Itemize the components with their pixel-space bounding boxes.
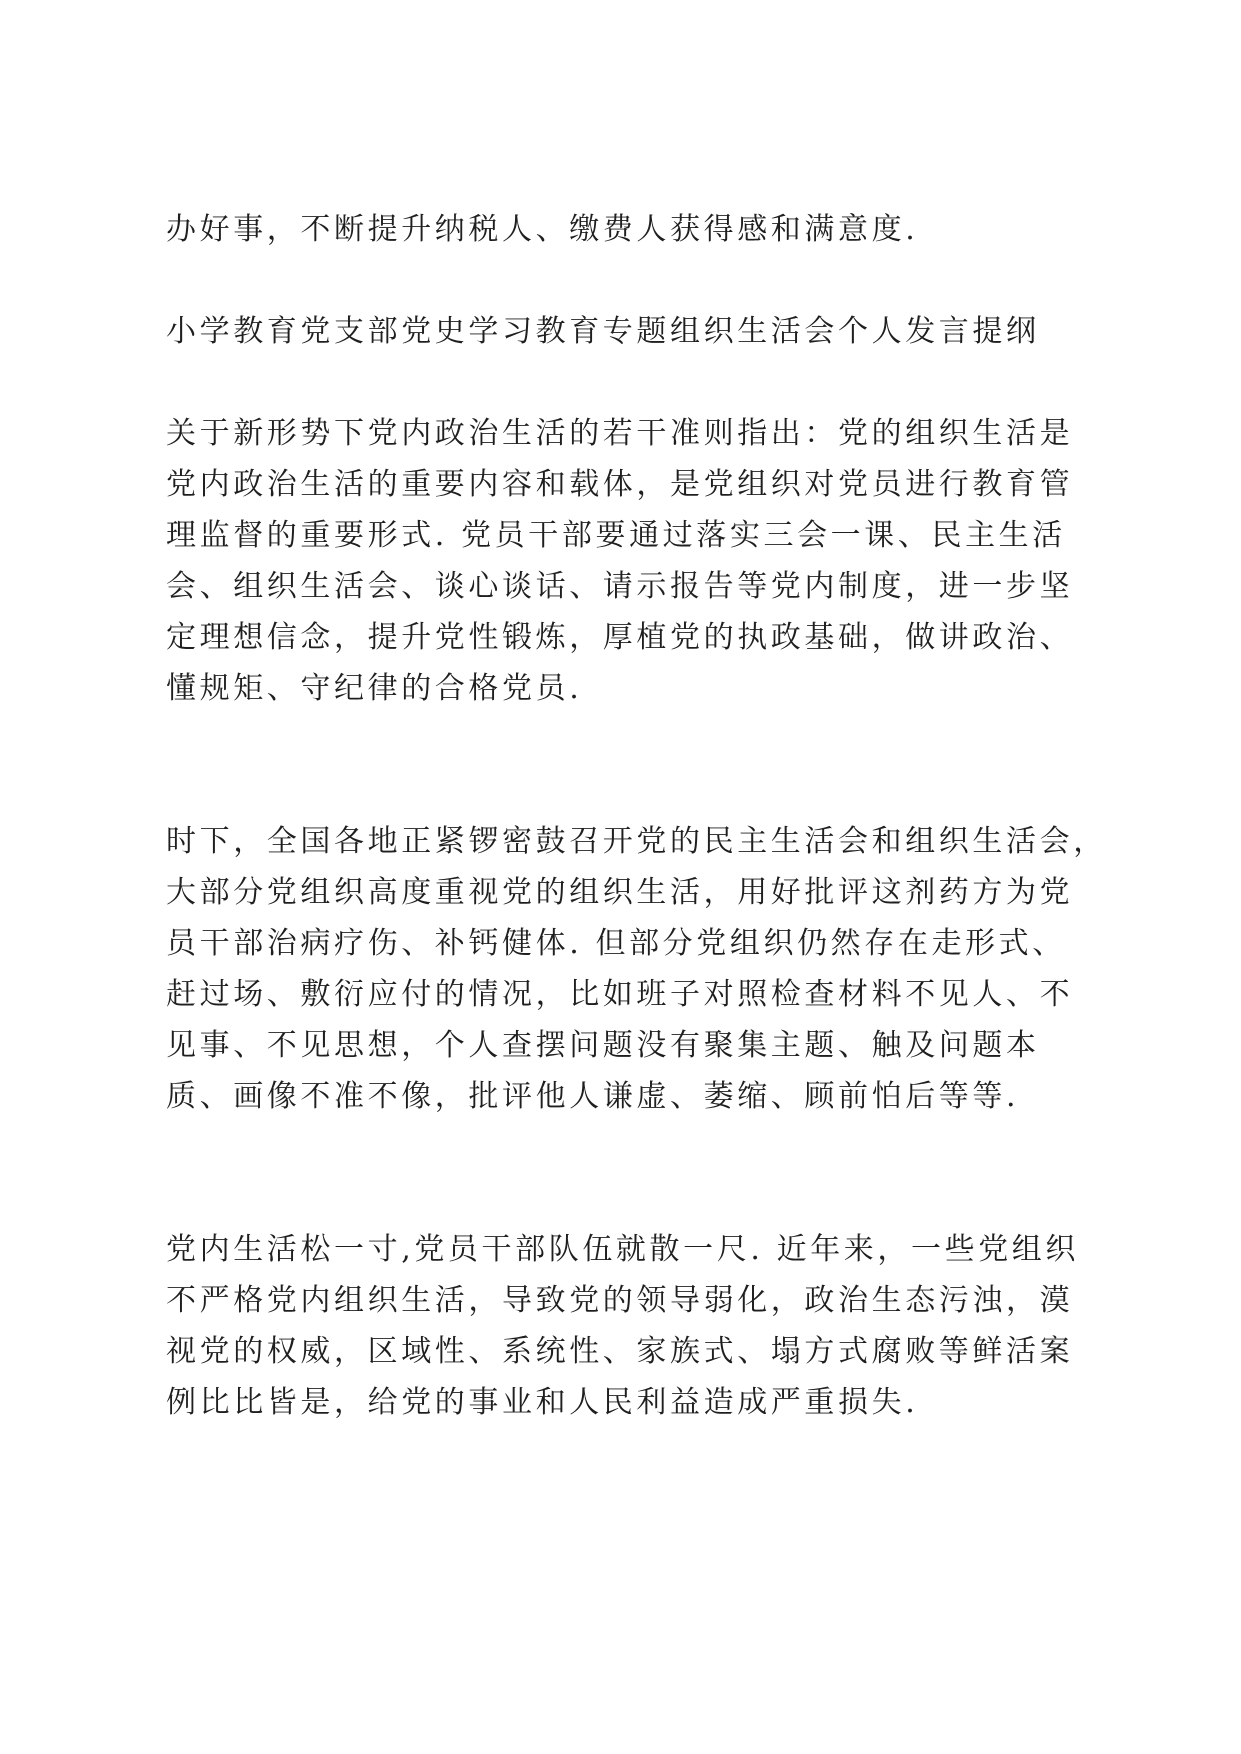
text-line: 小学教育党支部党史学习教育专题组织生活会个人发言提纲 (166, 314, 1040, 349)
paragraph-3 (166, 1224, 1086, 1428)
text-line: 例比比皆是，给党的事业和人民利益造成严重损失. (166, 1385, 919, 1420)
text-line: 不严格党内组织生活，导致党的领导弱化，政治生态污浊，漠 (166, 1283, 1074, 1318)
paragraph-2 (166, 816, 1107, 1122)
text-line: 关于新形势下党内政治生活的若干准则指出：党的组织生活是 (166, 416, 1074, 451)
text-line: 党内生活松一寸,党员干部队伍就散一尺. 近年来，一些党组织 (166, 1232, 1080, 1267)
text-line: 党内政治生活的重要内容和载体，是党组织对党员进行教育管 (166, 467, 1074, 502)
text-line: 定理想信念，提升党性锻炼，厚植党的执政基础，做讲政治、 (166, 620, 1074, 655)
paragraph-1 (166, 408, 1086, 714)
text-line: 懂规矩、守纪律的合格党员. (166, 671, 583, 706)
text-line: 视党的权威，区域性、系统性、家族式、塌方式腐败等鲜活案 (166, 1334, 1074, 1369)
text-line: 质、画像不准不像，批评他人谦虚、萎缩、顾前怕后等等. (166, 1079, 1020, 1114)
text-line: 会、组织生活会、谈心谈话、请示报告等党内制度，进一步坚 (166, 569, 1074, 604)
text-line: 大部分党组织高度重视党的组织生活，用好批评这剂药方为党 (166, 875, 1074, 910)
text-line: 办好事，不断提升纳税人、缴费人获得感和满意度. (166, 212, 919, 247)
text-line: 赶过场、敷衍应付的情况，比如班子对照检查材料不见人、不 (166, 977, 1074, 1012)
text-line: 时下，全国各地正紧锣密鼓召开党的民主生活会和组织生活会， (166, 824, 1107, 859)
paragraph-intro (166, 204, 1086, 255)
text-line: 员干部治病疗伤、补钙健体. 但部分党组织仍然存在走形式、 (166, 926, 1066, 961)
text-line: 理监督的重要形式. 党员干部要通过落实三会一课、民主生活 (166, 518, 1066, 553)
text-line: 见事、不见思想，个人查摆问题没有聚集主题、触及问题本 (166, 1028, 1040, 1063)
section-heading (166, 306, 1086, 357)
